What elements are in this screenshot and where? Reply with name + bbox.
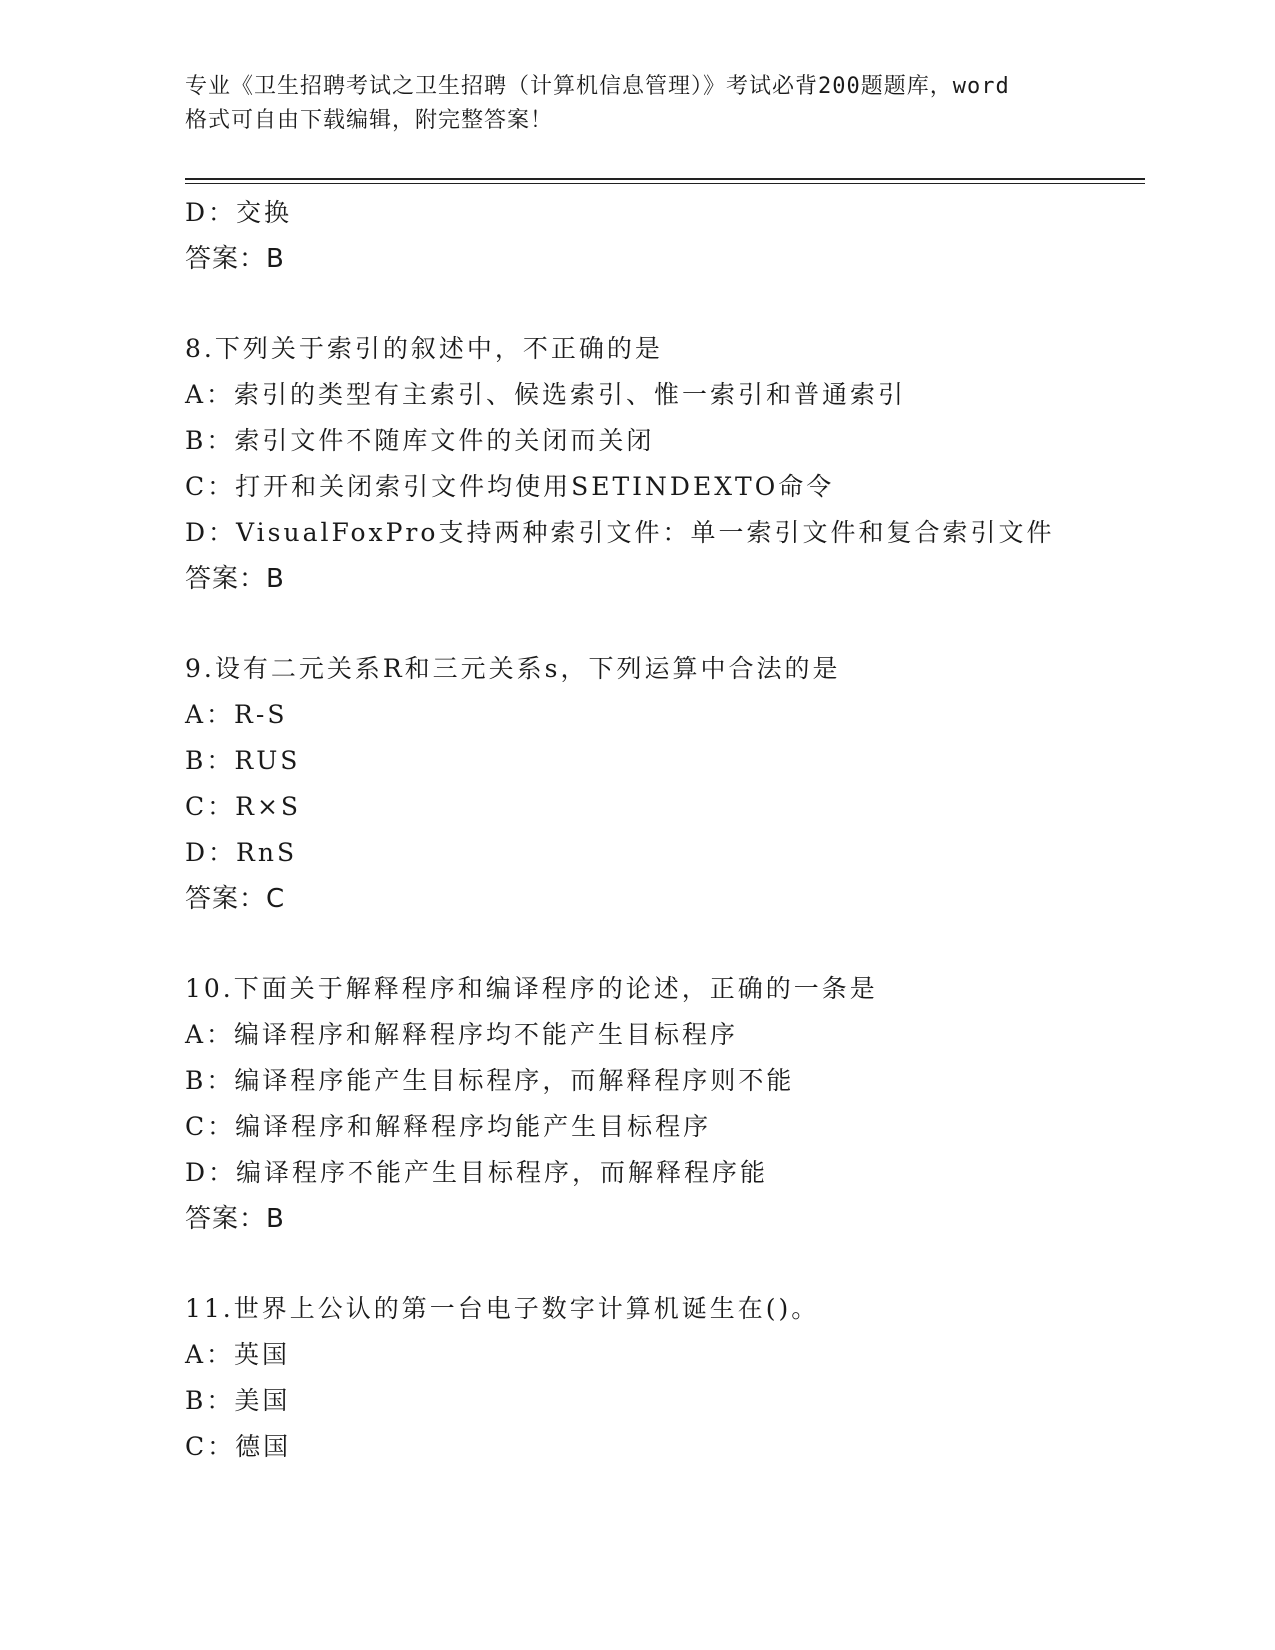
option-a: A：英国 (185, 1340, 291, 1369)
option-d: D：VisualFoxPro支持两种索引文件：单一索引文件和复合索引文件 (185, 518, 1055, 547)
answer: 答案：B (185, 564, 285, 594)
question-stem: 9.设有二元关系R和三元关系s，下列运算中合法的是 (185, 654, 841, 683)
option-c: C：德国 (185, 1432, 292, 1461)
option-a: A：索引的类型有主索引、候选索引、惟一索引和普通索引 (185, 380, 907, 409)
document-header (185, 70, 1145, 138)
question-item (185, 326, 1145, 602)
option-d: D：RnS (185, 838, 298, 867)
option-b: B：索引文件不随库文件的关闭而关闭 (185, 426, 655, 455)
option-d: D：编译程序不能产生目标程序，而解释程序能 (185, 1158, 769, 1187)
answer: 答案：C (185, 884, 286, 914)
option-b: B：RUS (185, 746, 301, 775)
question-stem: 11.世界上公认的第一台电子数字计算机诞生在()。 (185, 1294, 820, 1323)
question-item (185, 1286, 1145, 1470)
option-c: C：R×S (185, 792, 302, 821)
option-a: A：R-S (185, 700, 288, 729)
answer: 答案：B (185, 1204, 285, 1234)
header-line-1: 专业《卫生招聘考试之卫生招聘（计算机信息管理）》考试必背200题题库，word (185, 74, 1010, 99)
option-a: A：编译程序和解释程序均不能产生目标程序 (185, 1020, 739, 1049)
document-page (185, 70, 1145, 1470)
header-line-2: 格式可自由下载编辑，附完整答案！ (185, 108, 554, 133)
option-c: C：打开和关闭索引文件均使用SETINDEXTO命令 (185, 472, 835, 501)
question-list (185, 190, 1145, 1470)
option-b: B：美国 (185, 1386, 291, 1415)
question-item (185, 646, 1145, 922)
option-b: B：编译程序能产生目标程序，而解释程序则不能 (185, 1066, 795, 1095)
option-c: C：编译程序和解释程序均能产生目标程序 (185, 1112, 712, 1141)
prev-option-d: D：交换 (185, 198, 293, 227)
prev-answer: 答案：B (185, 244, 285, 274)
header-divider (185, 178, 1145, 184)
question-item (185, 966, 1145, 1242)
question-stem: 10.下面关于解释程序和编译程序的论述，正确的一条是 (185, 974, 878, 1003)
question-stem: 8.下列关于索引的叙述中，不正确的是 (185, 334, 663, 363)
